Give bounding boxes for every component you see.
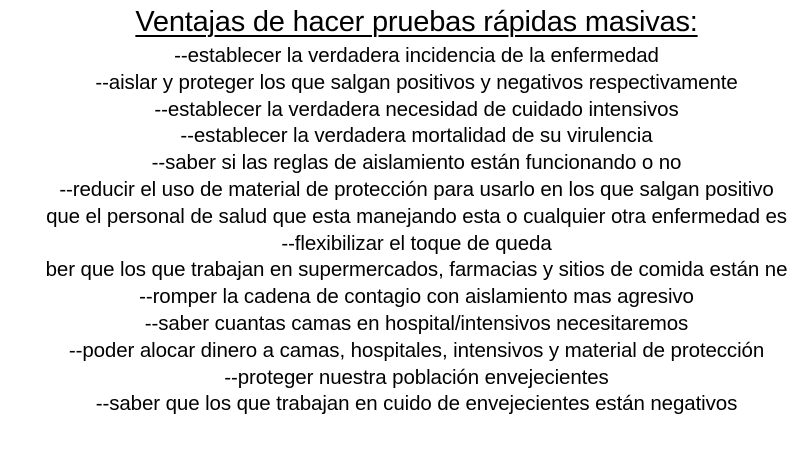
list-item: --establecer la verdadera mortalidad de su virulencia	[180, 124, 653, 148]
list-item: ber que los que trabajan en supermercados, farmacias y sitios de comida están ne	[45, 258, 788, 282]
list-item: --reducir el uso de material de protección para usarlo en los que salgan positivo	[59, 177, 774, 201]
list-item: --flexibilizar el toque de queda	[281, 231, 552, 255]
list-item: --saber cuantas camas en hospital/intensivos necesitaremos	[144, 311, 689, 335]
list-item: --saber si las reglas de aislamiento están funcionando o no	[151, 151, 682, 175]
list-item: --aislar y proteger los que salgan positivos y negativos respectivamente	[95, 70, 738, 94]
list-item: --proteger nuestra población envejecientes	[224, 365, 609, 389]
list-item: --poder alocar dinero a camas, hospitales, intensivos y material de protección	[68, 338, 765, 362]
advantages-list	[0, 43, 799, 418]
list-item: --saber que los que trabajan en cuido de envejecientes están negativos	[95, 392, 738, 416]
list-item: que el personal de salud que esta manejando esta o cualquier otra enfermedad es	[46, 204, 787, 228]
list-item: --establecer la verdadera necesidad de cuidado intensivos	[154, 97, 679, 121]
list-item: --establecer la verdadera incidencia de la enfermedad	[174, 44, 659, 67]
slide-title: Ventajas de hacer pruebas rápidas masivas:	[135, 6, 698, 38]
list-item: --romper la cadena de contagio con aislamiento mas agresivo	[139, 285, 694, 309]
